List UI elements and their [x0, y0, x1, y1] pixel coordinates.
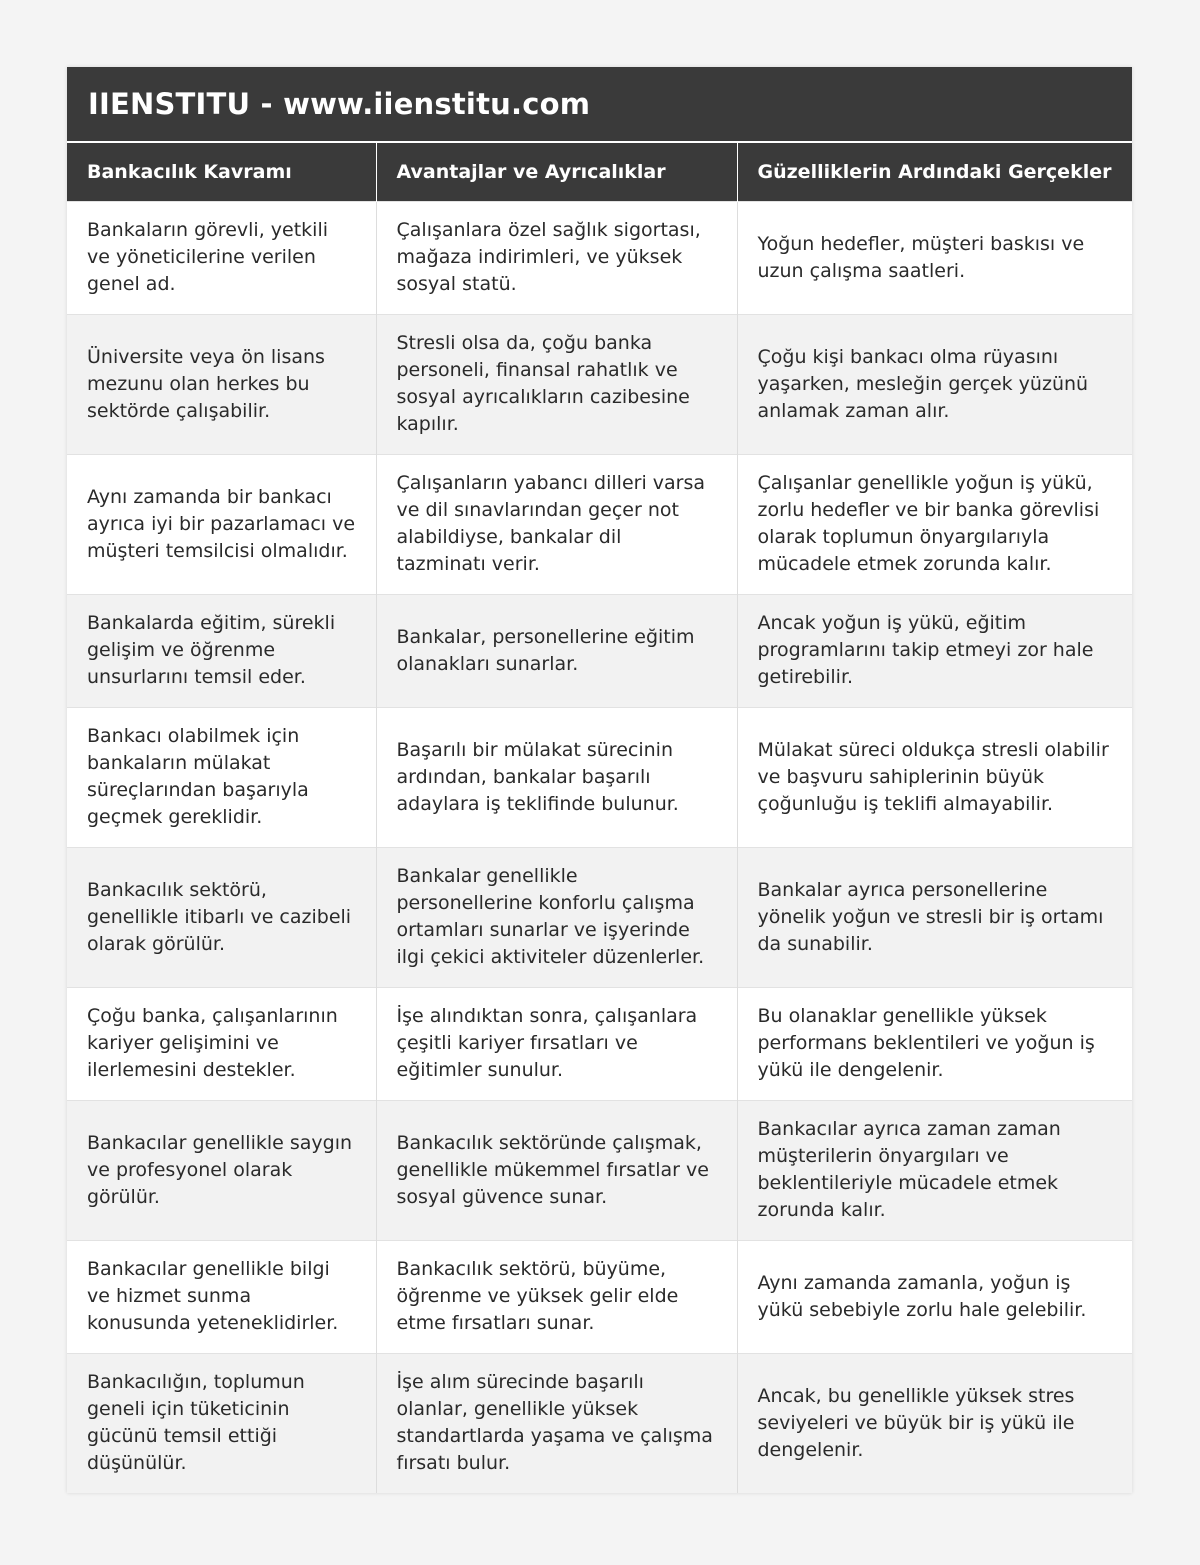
table-row	[67, 1100, 1132, 1240]
table-cell: Bankacılar genellikle bilgi ve hizmet sunma konusunda yeteneklidirler.	[67, 1240, 376, 1353]
table-row	[67, 847, 1132, 987]
table-cell: Bankacılık sektöründe çalışmak, genellikle mükemmel fırsatlar ve sosyal güvence sunar.	[376, 1100, 737, 1240]
table-cell: Bankalar genellikle personellerine konforlu çalışma ortamları sunarlar ve işyerinde ilgi çekici aktiviteler düzenlerler.	[376, 847, 737, 987]
table-cell: Bankacı olabilmek için bankaların mülakat süreçlarından başarıyla geçmek gereklidir.	[67, 707, 376, 847]
table-cell: Bankaların görevli, yetkili ve yöneticilerine verilen genel ad.	[67, 201, 376, 314]
table-cell: Bankacılar genellikle saygın ve profesyonel olarak görülür.	[67, 1100, 376, 1240]
table-cell: Bankacılık sektörü, genellikle itibarlı ve cazibeli olarak görülür.	[67, 847, 376, 987]
page-title: IIENSTITU - www.iienstitu.com	[67, 67, 1132, 143]
column-header-concept: Bankacılık Kavramı	[67, 143, 376, 201]
table-cell: Bu olanaklar genellikle yüksek performans beklentileri ve yoğun iş yükü ile dengelenir.	[737, 987, 1132, 1100]
table-row	[67, 454, 1132, 594]
table-cell: Başarılı bir mülakat sürecinin ardından, bankalar başarılı adaylara iş teklifinde bulunur.	[376, 707, 737, 847]
table-cell: Ancak, bu genellikle yüksek stres seviyeleri ve büyük bir iş yükü ile dengelenir.	[737, 1353, 1132, 1493]
table-cell: Çalışanlar genellikle yoğun iş yükü, zorlu hedefler ve bir banka görevlisi olarak toplumun önyargılarıyla mücadele etmek zorunda kalır.	[737, 454, 1132, 594]
table-cell: Bankacılar ayrıca zaman zaman müşterilerin önyargıları ve beklentileriyle mücadele etmek zorunda kalır.	[737, 1100, 1132, 1240]
table-cell: İşe alındıktan sonra, çalışanlara çeşitli kariyer fırsatları ve eğitimler sunulur.	[376, 987, 737, 1100]
table-header-row	[67, 143, 1132, 201]
table-cell: İşe alım sürecinde başarılı olanlar, genellikle yüksek standartlarda yaşama ve çalışma fırsatı bulur.	[376, 1353, 737, 1493]
table-row	[67, 707, 1132, 847]
table-row	[67, 987, 1132, 1100]
table-cell: Çalışanların yabancı dilleri varsa ve dil sınavlarından geçer not alabildiyse, bankalar dil tazminatı verir.	[376, 454, 737, 594]
table-cell: Üniversite veya ön lisans mezunu olan herkes bu sektörde çalışabilir.	[67, 314, 376, 454]
table-cell: Çoğu kişi bankacı olma rüyasını yaşarken, mesleğin gerçek yüzünü anlamak zaman alır.	[737, 314, 1132, 454]
table-cell: Aynı zamanda bir bankacı ayrıca iyi bir pazarlamacı ve müşteri temsilcisi olmalıdır.	[67, 454, 376, 594]
table-cell: Çalışanlara özel sağlık sigortası, mağaza indirimleri, ve yüksek sosyal statü.	[376, 201, 737, 314]
table-cell: Bankalar ayrıca personellerine yönelik yoğun ve stresli bir iş ortamı da sunabilir.	[737, 847, 1132, 987]
table-row	[67, 1240, 1132, 1353]
table-row	[67, 201, 1132, 314]
table-cell: Stresli olsa da, çoğu banka personeli, finansal rahatlık ve sosyal ayrıcalıkların cazibesine kapılır.	[376, 314, 737, 454]
table-row	[67, 314, 1132, 454]
table-cell: Aynı zamanda zamanla, yoğun iş yükü sebebiyle zorlu hale gelebilir.	[737, 1240, 1132, 1353]
table-row	[67, 1353, 1132, 1493]
comparison-table	[67, 143, 1132, 1493]
comparison-table-card	[67, 67, 1132, 1493]
table-cell: Bankalar, personellerine eğitim olanakları sunarlar.	[376, 594, 737, 707]
table-cell: Bankacılık sektörü, büyüme, öğrenme ve yüksek gelir elde etme fırsatları sunar.	[376, 1240, 737, 1353]
column-header-advantages: Avantajlar ve Ayrıcalıklar	[376, 143, 737, 201]
table-cell: Mülakat süreci oldukça stresli olabilir ve başvuru sahiplerinin büyük çoğunluğu iş teklifi almayabilir.	[737, 707, 1132, 847]
table-cell: Ancak yoğun iş yükü, eğitim programlarını takip etmeyi zor hale getirebilir.	[737, 594, 1132, 707]
table-cell: Yoğun hedefler, müşteri baskısı ve uzun çalışma saatleri.	[737, 201, 1132, 314]
table-cell: Çoğu banka, çalışanlarının kariyer gelişimini ve ilerlemesini destekler.	[67, 987, 376, 1100]
table-cell: Bankacılığın, toplumun geneli için tüketicinin gücünü temsil ettiği düşünülür.	[67, 1353, 376, 1493]
table-row	[67, 594, 1132, 707]
table-cell: Bankalarda eğitim, sürekli gelişim ve öğrenme unsurlarını temsil eder.	[67, 594, 376, 707]
column-header-realities: Güzelliklerin Ardındaki Gerçekler	[737, 143, 1132, 201]
